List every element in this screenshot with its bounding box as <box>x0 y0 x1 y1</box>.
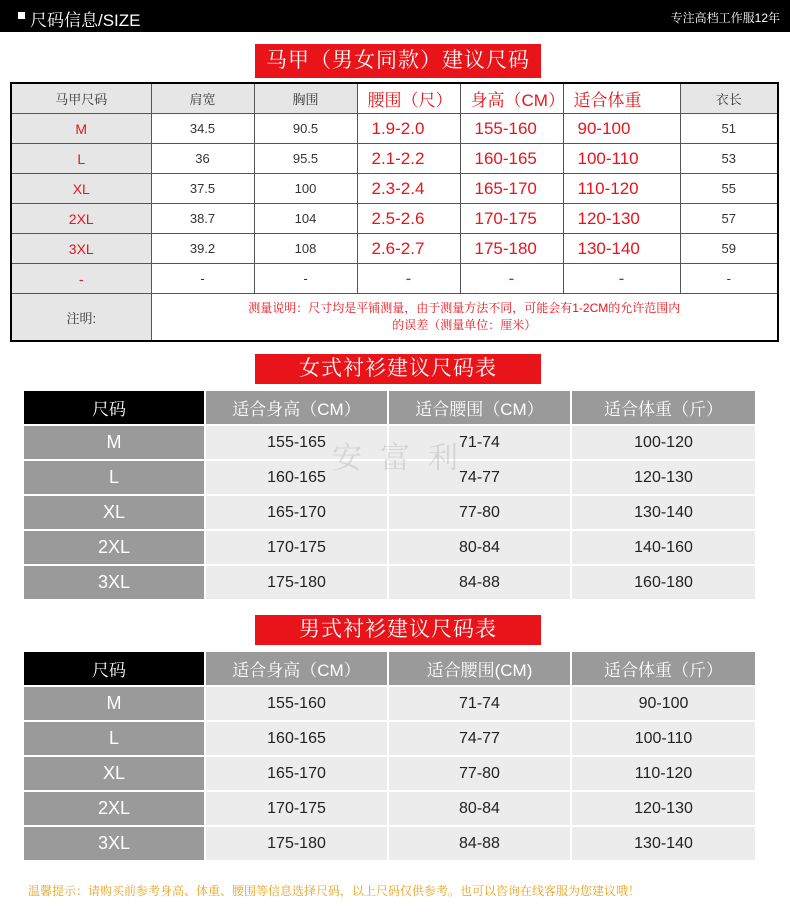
table-cell: - <box>357 264 460 294</box>
table-cell: 165-170 <box>206 757 389 790</box>
table-cell: 53 <box>680 144 778 174</box>
table-row <box>24 461 755 494</box>
table-cell: - <box>563 264 680 294</box>
size-cell: L <box>11 144 151 174</box>
table-cell: 110-120 <box>563 174 680 204</box>
table-cell: 175-180 <box>206 827 389 860</box>
table-row <box>11 144 778 174</box>
table-cell: 160-180 <box>572 566 755 599</box>
note-line-1: 测量说明：尺寸均是平铺测量，由于测量方法不同，可能会有1-2CM的允许范围内 <box>248 301 681 315</box>
size-cell: XL <box>11 174 151 204</box>
size-cell: 3XL <box>24 566 206 599</box>
top-header-bar <box>0 0 790 32</box>
table-cell: 155-160 <box>460 114 563 144</box>
table-cell: 84-88 <box>389 827 572 860</box>
table-cell: 57 <box>680 204 778 234</box>
table-cell: 2.6-2.7 <box>357 234 460 264</box>
table-cell: 170-175 <box>460 204 563 234</box>
table-cell: - <box>460 264 563 294</box>
table-cell: 77-80 <box>389 496 572 529</box>
header-height: 适合身高（CM） <box>206 391 389 424</box>
table-row <box>24 722 755 755</box>
table-cell: 71-74 <box>389 687 572 720</box>
table-cell: 2.5-2.6 <box>357 204 460 234</box>
table-cell: 71-74 <box>389 426 572 459</box>
table-cell: 140-160 <box>572 531 755 564</box>
table-cell: 34.5 <box>151 114 254 144</box>
table-cell: - <box>254 264 357 294</box>
vest-size-table <box>10 82 779 342</box>
size-cell: M <box>24 687 206 720</box>
note-line-2: 的误差（测量单位：厘米） <box>392 318 537 332</box>
table-row <box>24 827 755 860</box>
vest-section-title: 马甲（男女同款）建议尺码 <box>255 44 541 78</box>
table-row <box>24 496 755 529</box>
men-section-title: 男式衬衫建议尺码表 <box>255 615 541 645</box>
table-row <box>24 426 755 459</box>
table-cell: 80-84 <box>389 792 572 825</box>
table-cell: 77-80 <box>389 757 572 790</box>
size-cell: L <box>24 722 206 755</box>
note-label: 注明: <box>11 294 151 342</box>
table-cell: 155-165 <box>206 426 389 459</box>
header-size: 尺码 <box>24 391 206 424</box>
table-cell: 160-165 <box>460 144 563 174</box>
table-cell: 170-175 <box>206 531 389 564</box>
size-cell: L <box>24 461 206 494</box>
table-cell: 130-140 <box>563 234 680 264</box>
table-row <box>24 757 755 790</box>
table-cell: 165-170 <box>460 174 563 204</box>
table-cell: 51 <box>680 114 778 144</box>
table-cell: 160-165 <box>206 722 389 755</box>
size-cell: 2XL <box>24 792 206 825</box>
table-cell: 170-175 <box>206 792 389 825</box>
table-cell: 130-140 <box>572 496 755 529</box>
size-cell: XL <box>24 757 206 790</box>
warm-tip-text: 温馨提示：请购买前参考身高、体重、腰围等信息选择尺码，以上尺码仅供参考。也可以咨询在线客服为您建议哦！ <box>28 884 641 898</box>
size-cell: XL <box>24 496 206 529</box>
table-row <box>11 204 778 234</box>
table-cell: 100-110 <box>572 722 755 755</box>
table-cell: 36 <box>151 144 254 174</box>
table-cell: 38.7 <box>151 204 254 234</box>
vest-header-length: 衣长 <box>680 83 778 114</box>
header-weight: 适合体重（斤） <box>572 391 755 424</box>
vest-header-chest: 胸围 <box>254 83 357 114</box>
table-cell: 160-165 <box>206 461 389 494</box>
vest-header-row <box>11 83 778 114</box>
page-title: 尺码信息/SIZE <box>30 11 141 30</box>
vest-header-height: 身高（CM） <box>460 83 563 114</box>
size-cell: 3XL <box>24 827 206 860</box>
table-cell: 120-130 <box>572 792 755 825</box>
table-cell: 120-130 <box>563 204 680 234</box>
table-row <box>24 531 755 564</box>
header-size: 尺码 <box>24 652 206 685</box>
size-cell: 2XL <box>11 204 151 234</box>
header-weight: 适合体重（斤） <box>572 652 755 685</box>
table-cell: 165-170 <box>206 496 389 529</box>
men-header-row <box>24 652 755 685</box>
size-cell: - <box>11 264 151 294</box>
table-cell: 104 <box>254 204 357 234</box>
table-row <box>11 264 778 294</box>
table-row <box>11 114 778 144</box>
note-text <box>151 294 778 342</box>
size-cell: M <box>24 426 206 459</box>
table-row <box>11 174 778 204</box>
women-section-title: 女式衬衫建议尺码表 <box>255 354 541 384</box>
size-cell: 3XL <box>11 234 151 264</box>
vest-header-shoulder: 肩宽 <box>151 83 254 114</box>
table-row <box>24 792 755 825</box>
table-cell: 55 <box>680 174 778 204</box>
table-row <box>11 234 778 264</box>
table-row <box>24 566 755 599</box>
note-row <box>11 294 778 342</box>
table-cell: 130-140 <box>572 827 755 860</box>
table-cell: 2.1-2.2 <box>357 144 460 174</box>
table-row <box>24 687 755 720</box>
table-cell: 90-100 <box>572 687 755 720</box>
vest-header-weight: 适合体重 <box>563 83 680 114</box>
table-cell: 175-180 <box>460 234 563 264</box>
table-cell: 59 <box>680 234 778 264</box>
table-cell: 155-160 <box>206 687 389 720</box>
vest-header-size: 马甲尺码 <box>11 83 151 114</box>
table-cell: - <box>680 264 778 294</box>
table-cell: 100-110 <box>563 144 680 174</box>
table-cell: 74-77 <box>389 461 572 494</box>
table-cell: 1.9-2.0 <box>357 114 460 144</box>
brand-slogan: 专注高档工作服12年 <box>670 11 780 25</box>
table-cell: 120-130 <box>572 461 755 494</box>
table-cell: 100 <box>254 174 357 204</box>
square-bullet-icon <box>18 12 25 19</box>
brand-watermark: 安富利 <box>332 441 476 476</box>
size-cell: M <box>11 114 151 144</box>
men-size-table <box>24 650 755 862</box>
table-cell: 110-120 <box>572 757 755 790</box>
table-cell: 175-180 <box>206 566 389 599</box>
header-height: 适合身高（CM） <box>206 652 389 685</box>
size-cell: 2XL <box>24 531 206 564</box>
table-cell: 90-100 <box>563 114 680 144</box>
table-cell: 39.2 <box>151 234 254 264</box>
women-header-row <box>24 391 755 424</box>
table-cell: 37.5 <box>151 174 254 204</box>
table-cell: 108 <box>254 234 357 264</box>
header-waist: 适合腰围(CM) <box>389 652 572 685</box>
women-size-table <box>24 389 755 601</box>
table-cell: 80-84 <box>389 531 572 564</box>
table-cell: 95.5 <box>254 144 357 174</box>
table-cell: 84-88 <box>389 566 572 599</box>
table-cell: 100-120 <box>572 426 755 459</box>
vest-header-waist: 腰围（尺） <box>357 83 460 114</box>
table-cell: 90.5 <box>254 114 357 144</box>
table-cell: 2.3-2.4 <box>357 174 460 204</box>
header-waist: 适合腰围（CM） <box>389 391 572 424</box>
table-cell: 74-77 <box>389 722 572 755</box>
table-cell: - <box>151 264 254 294</box>
